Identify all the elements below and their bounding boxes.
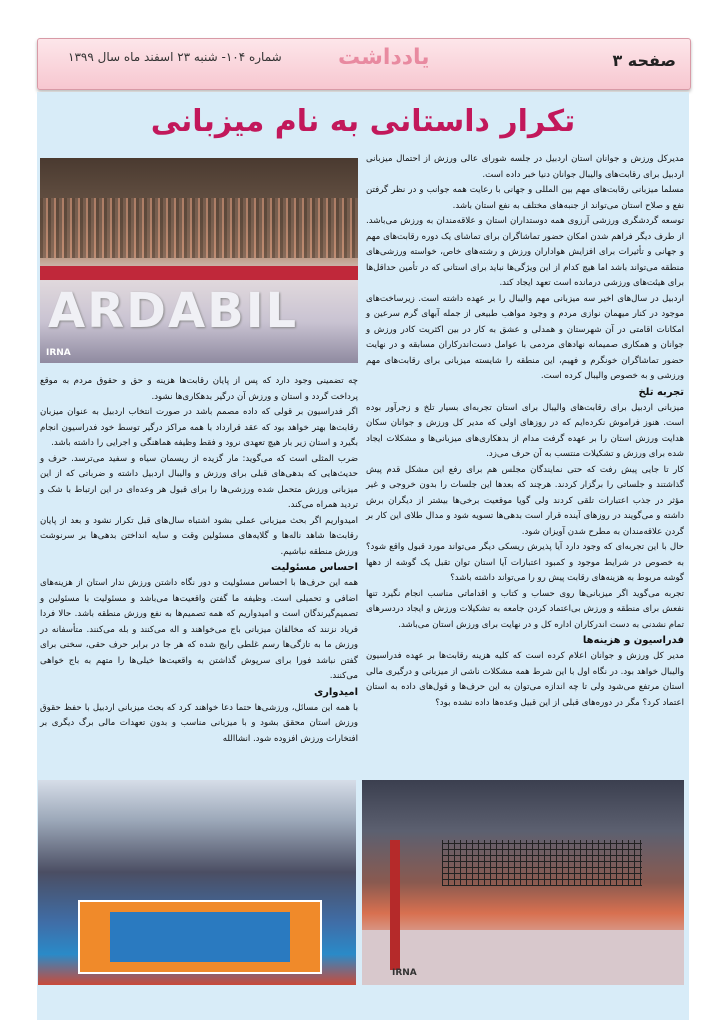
subheading: فدراسیون و هزینه‌ها [582,635,684,646]
article-title: تکرار داستانی به نام میزبانی [150,104,576,139]
paragraph: تجربه می‌گوید اگر میزبانی‌ها روی حساب و کتاب و اقداماتی مناسب انجام نگیرد تنها نفعش برای منطقه و ورزش بی‌اعتماد کردن جامعه به تشکیلات ورزش و ایجاد دردسرهای تمام نشدنی به دست اندرکاران اداره کل و در نهایت برای ورزش استان می‌باشد. [366,588,684,630]
article-column-left [40,374,358,769]
photo-credit: IRNA [46,348,71,358]
page-number: صفحه ۳ [612,51,676,70]
paragraph: همه این حرف‌ها با احساس مسئولیت و دور نگاه داشتن ورزش ندار استان از هزینه‌های اضافی و تحمیلی است. وظیفه ما گفتن واقعیت‌ها می‌باشد و مسئولیت با مسئولین و تصمیم‌گیرندگان است و امیدواریم که همه تصمیم‌ها به نفع ورزش منطقه باشد. حالا فردا فریاد نزنند که مخالفان میزبانی باج می‌خواهند و اله می‌کنند و بله می‌کنند. متأسفانه در ورزش ما به تازگی‌ها رسم غلطی رایج شده که هر جا در برابر حرف حقی، سخنی برای گفتن نباشد فورا برای سرپوش گذاشتن به واقعیت‌ها خیلی‌ها را متهم به باج خواهی می‌کنند. [40,578,358,681]
paragraph: کار تا جایی پیش رفت که حتی نمایندگان مجلس هم برای رفع این مشکل قدم پیش گذاشتند و جلساتی را برگزار کردند. هرچند که بعدها این جلسات را بدون خروجی و غیر مؤثر در جذب اعتبارات تلقی کردند ولی گویا موقعیت برخی‌ها بیشتر از دیگران برش داشته و می‌گویند در روزهای آینده قرار است بدهی‌ها تسویه شود و مدال طلای این کار بر گردن علاقه‌مندان به مطرح شدن آویزان شود. [366,464,684,537]
paragraph: ضرب المثلی است که می‌گوید: مار گزیده از ریسمان سیاه و سفید می‌ترسد. حرف و حدیث‌هایی که بدهی‌های قبلی برای ورزش و والیبال اردبیل داشته و ضرباتی که از این میزبانی ورزش متحمل شده ورزشی‌ها را برای قبول هر وعده‌ای در این ارتباط با شک و تردید همراه می‌کند. [40,453,358,510]
page-header [37,38,691,90]
sponsor-banner [40,266,358,280]
paragraph: حال با این تجربه‌ای که وجود دارد آیا پذیرش ریسکی دیگر می‌تواند مورد قبول واقع شود؟ به خصوص در شرایط موجود و کمبود اعتبارات آیا استان توان تقبل یک گوشه از دهها گوشه مربوط به هزینه‌های رقابت پیش رو را می‌تواند داشته باشد؟ [366,542,684,583]
net-graphic [442,840,642,886]
subheading: تجربه تلخ [638,386,684,398]
subheading: امیدواری [313,686,358,698]
article-column-right [366,152,684,767]
volleyball-hall-photo [38,780,356,985]
paragraph: اگر فدراسیون بر قولی که داده مصمم باشد در صورت انتخاب اردبیل به عنوان میزبان رقابت‌ها بهتر خواهد بود که عقد قرارداد با همه مراکز درگیر توسط خود فدراسیون انجام بگیرد و استان زیر بار هیچ تعهدی نرود و فقط وظیفه هماهنگی و اجرایی را داشته باشد. [40,407,358,448]
paragraph: مدیرکل ورزش و جوانان استان اردبیل در جلسه شورای عالی ورزش از احتمال میزبانی اردبیل برای رقابت‌های والیبال جوانان دنیا خبر داده است. [366,154,684,180]
paragraph: چه تضمینی وجود دارد که پس از پایان رقابت‌ها هزینه و حق و حقوق مردم به موقع پرداخت گردد و استان و ورزش آن درگیر بدهکاری‌ها نشود. [40,376,358,402]
issue-info: شماره ۱۰۴- شنبه ۲۳ اسفند ماه سال ۱۳۹۹ [68,50,282,64]
paragraph: مدیر کل ورزش و جوانان اعلام کرده است که کلیه هزینه رقابت‌ها بر عهده فدراسیون والیبال خواهد بود. در نگاه اول با این شرط همه مشکلات ناشی از میزبانی و درگیری مالی استان مرتفع می‌شود ولی تا چه اندازه می‌توان به این حرف‌ها و قول‌های داده به استان اعتماد کرد؟ مگر در دوره‌های قبلی از این قبیل وعده‌ها داده نشده بود؟ [366,651,684,708]
section-title: یادداشت [338,45,430,70]
crowd-graphic [40,198,358,258]
paragraph: امیدواریم اگر بحث میزبانی عملی بشود اشتباه سال‌های قبل تکرار نشود و بعد از پایان رقابت‌ها شاهد ناله‌ها و گلایه‌های مسئولین وقت و سایه انداختن بدهی‌ها بر سرنوشت ورزش منطقه نباشیم. [40,515,358,557]
court-graphic [78,900,322,974]
photo-credit: IRNA [392,968,417,978]
paragraph: با همه این مسائل، ورزشی‌ها حتما دعا خواهند کرد که بحث میزبانی اردبیل با حفظ حقوق ورزش استان محقق بشود و با میزبانی مناسب و بدون تعهدات مالی برگ دیگری بر افتخارات ورزش افزوده شود. انشاالله [40,702,358,744]
paragraph: اردبیل در سال‌های اخیر سه میزبانی مهم والیبال را بر عهده داشته است. زیرساخت‌های موجود در کنار میهمان نوازی مردم و وجود مواهب طبیعی از جمله آبهای گرم سرعین و امکانات اقامتی در آن شهرستان و همدلی و عشق به کار در بین اکثریت کادر ورزش و جوانان و همکاری صمیمانه نهادهای مردمی با عوامل دست‌اندرکاران مسابقه و در نهایت حضور تماشاگران خونگرم و فهیم، این منطقه را شایسته میزبانی برای رقابت‌های مهم ورزشی و به خصوص والیبال کرده است. [366,293,684,381]
subheading: احساس مسئولیت [271,562,358,573]
ardabil-sign: ARDABIL [48,283,299,339]
ardabil-arena-photo [40,158,358,363]
paragraph: میزبانی اردبیل برای رقابت‌های والیبال برای استان تجربه‌ای بسیار تلخ و زجرآور بوده است. هنوز فراموش نکرده‌ایم که در روزهای اولی که مدیر کل ورزش و جوانان سکان هدایت ورزش استان را بر عهده گرفت مدام از بدهکاری‌های میزبانی‌ها و مشکلات ایجاد شده برای ورزش و تشکیلات منتسب به آن حرف می‌زد. [366,402,684,459]
paragraph: مسلما میزبانی رقابت‌های مهم بین المللی و جهانی با رعایت همه جوانب و در نظر گرفتن نفع و صلاح استان می‌تواند از جنبه‌های مختلف به نفع استان باشد. [366,185,684,211]
volleyball-match-photo [362,780,684,985]
paragraph: توسعه گردشگری ورزشی آرزوی همه دوستداران استان و علاقه‌مندان به ورزش می‌باشد. از طرف دیگر فراهم شدن امکان حضور تماشاگران برای تماشای یک دوره رقابت‌های مهم و جهانی و تأثیرات برای افزایش هواداران ورزش و رشته‌های خاص، خواسته ورزشی‌های منطقه می‌تواند باشد اما هیچ کدام از این ویژگی‌ها نباید برای استانی که در تأمین حداقل‌ها برای هیئت‌های ورزشی درمانده است تعهد ایجاد کند. [366,216,684,288]
net-post-graphic [390,840,400,970]
